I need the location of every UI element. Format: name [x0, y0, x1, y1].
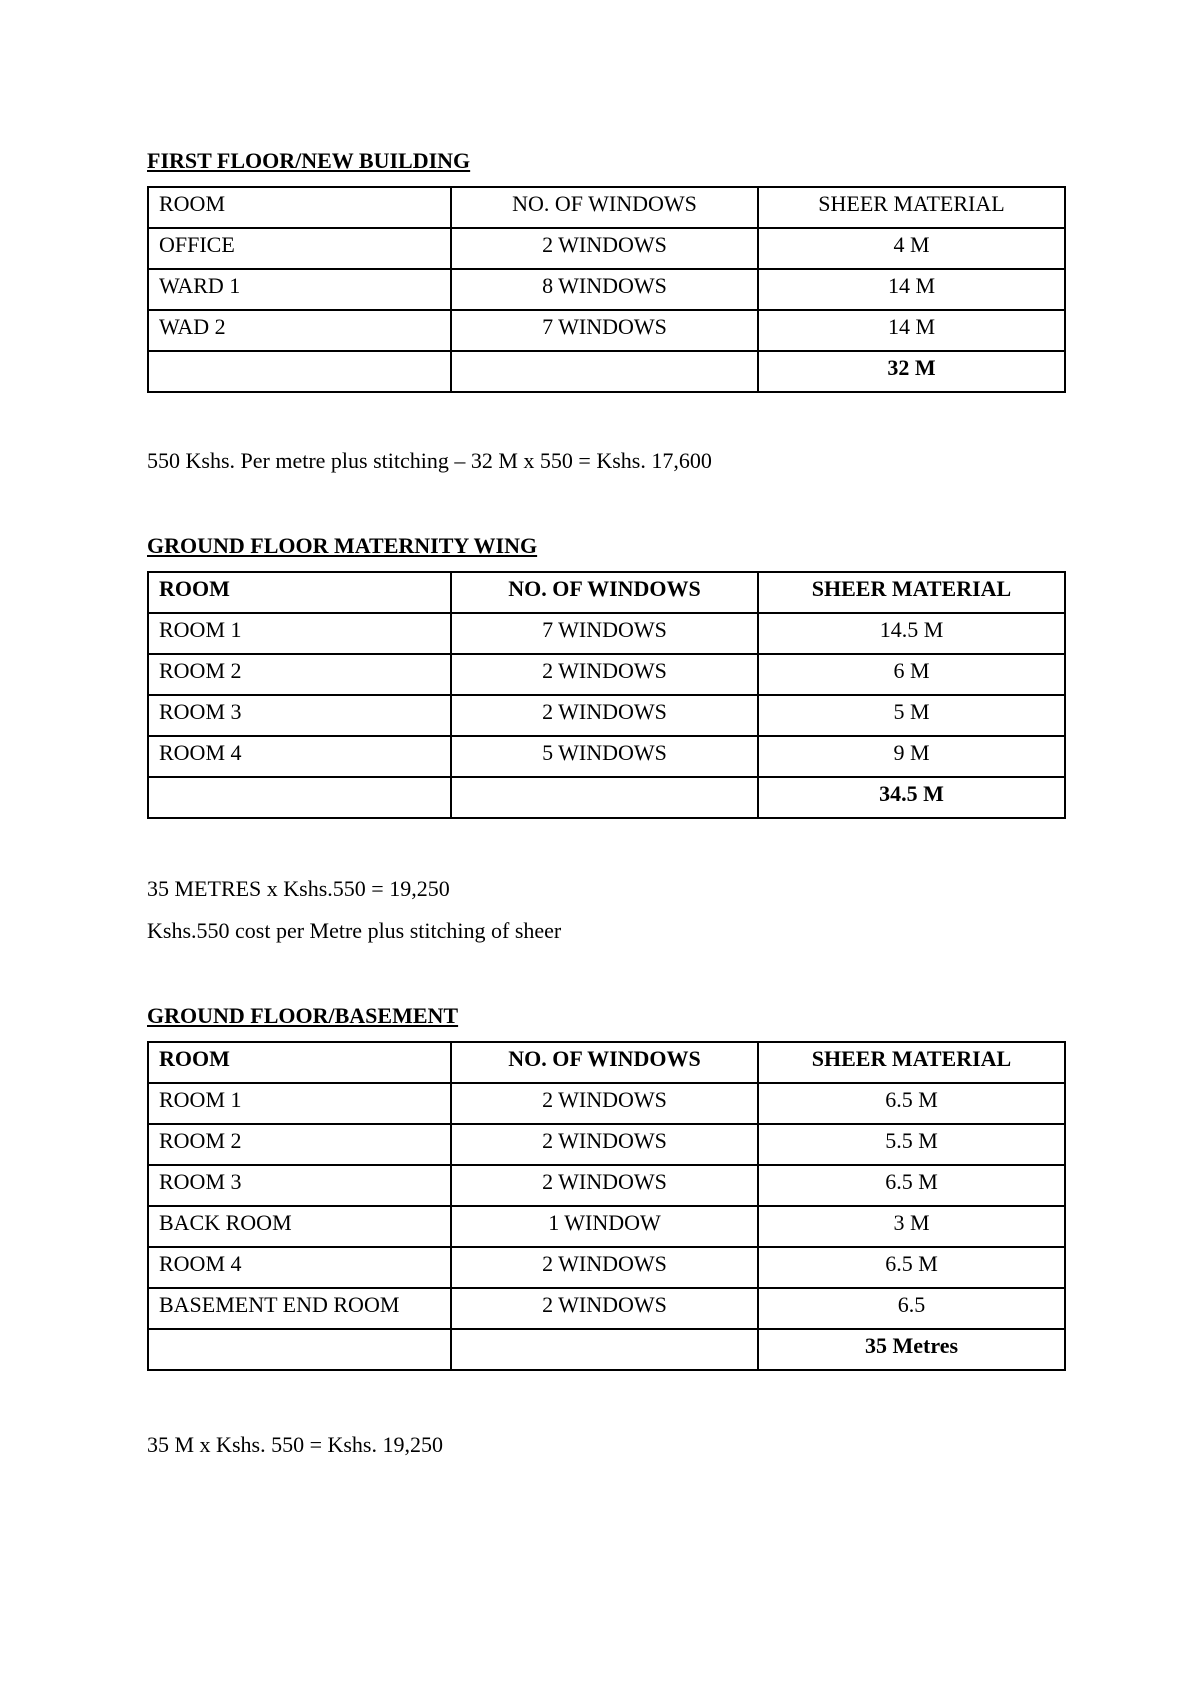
- empty-cell: [148, 351, 451, 392]
- room-cell: ROOM 1: [148, 613, 451, 654]
- room-cell: WAD 2: [148, 310, 451, 351]
- room-cell: ROOM 4: [148, 1247, 451, 1288]
- room-cell: ROOM 2: [148, 654, 451, 695]
- header-room: ROOM: [148, 187, 451, 228]
- cost-note: Kshs.550 cost per Metre plus stitching of sheer: [147, 918, 562, 943]
- cost-note: 35 METRES x Kshs.550 = 19,250: [147, 876, 450, 901]
- table-row: [148, 228, 1065, 269]
- first-floor-table: [147, 186, 1066, 393]
- header-windows: NO. OF WINDOWS: [451, 187, 758, 228]
- windows-cell: 8 WINDOWS: [451, 269, 758, 310]
- windows-cell: 1 WINDOW: [451, 1206, 758, 1247]
- cost-note: 550 Kshs. Per metre plus stitching – 32 M x 550 = Kshs. 17,600: [147, 448, 712, 473]
- header-windows: NO. OF WINDOWS: [451, 572, 758, 613]
- windows-cell: 7 WINDOWS: [451, 613, 758, 654]
- table-row: [148, 1124, 1065, 1165]
- sheer-cell: 14 M: [758, 310, 1065, 351]
- windows-cell: 2 WINDOWS: [451, 1165, 758, 1206]
- total-cell: 34.5 M: [758, 777, 1065, 818]
- total-cell: 35 Metres: [758, 1329, 1065, 1370]
- sheer-cell: 14 M: [758, 269, 1065, 310]
- windows-cell: 2 WINDOWS: [451, 1247, 758, 1288]
- room-cell: BASEMENT END ROOM: [148, 1288, 451, 1329]
- table-row: [148, 613, 1065, 654]
- room-cell: ROOM 3: [148, 1165, 451, 1206]
- windows-cell: 5 WINDOWS: [451, 736, 758, 777]
- cost-note: 35 M x Kshs. 550 = Kshs. 19,250: [147, 1432, 443, 1457]
- section-heading-maternity-wing: GROUND FLOOR MATERNITY WING: [147, 533, 538, 558]
- sheer-cell: 4 M: [758, 228, 1065, 269]
- room-cell: OFFICE: [148, 228, 451, 269]
- sheer-cell: 3 M: [758, 1206, 1065, 1247]
- table-row: [148, 695, 1065, 736]
- sheer-cell: 9 M: [758, 736, 1065, 777]
- header-sheer: SHEER MATERIAL: [758, 572, 1065, 613]
- sheer-cell: 5.5 M: [758, 1124, 1065, 1165]
- sheer-cell: 6.5 M: [758, 1247, 1065, 1288]
- header-room: ROOM: [148, 572, 451, 613]
- windows-cell: 2 WINDOWS: [451, 1083, 758, 1124]
- room-cell: WARD 1: [148, 269, 451, 310]
- sheer-cell: 6.5 M: [758, 1083, 1065, 1124]
- section-heading-basement: GROUND FLOOR/BASEMENT: [147, 1003, 459, 1028]
- empty-cell: [148, 1329, 451, 1370]
- sheer-cell: 6.5 M: [758, 1165, 1065, 1206]
- room-cell: ROOM 1: [148, 1083, 451, 1124]
- sheer-cell: 5 M: [758, 695, 1065, 736]
- empty-cell: [451, 777, 758, 818]
- table-header-row: [148, 187, 1065, 228]
- room-cell: BACK ROOM: [148, 1206, 451, 1247]
- basement-table: [147, 1041, 1066, 1371]
- room-cell: ROOM 2: [148, 1124, 451, 1165]
- table-row: [148, 310, 1065, 351]
- windows-cell: 7 WINDOWS: [451, 310, 758, 351]
- windows-cell: 2 WINDOWS: [451, 228, 758, 269]
- table-row: [148, 1165, 1065, 1206]
- table-row: [148, 1083, 1065, 1124]
- table-row: [148, 1247, 1065, 1288]
- section-heading-first-floor: FIRST FLOOR/NEW BUILDING: [147, 148, 471, 173]
- header-sheer: SHEER MATERIAL: [758, 1042, 1065, 1083]
- empty-cell: [148, 777, 451, 818]
- room-cell: ROOM 4: [148, 736, 451, 777]
- total-row: [148, 351, 1065, 392]
- windows-cell: 2 WINDOWS: [451, 1124, 758, 1165]
- windows-cell: 2 WINDOWS: [451, 654, 758, 695]
- table-row: [148, 736, 1065, 777]
- table-header-row: [148, 572, 1065, 613]
- empty-cell: [451, 1329, 758, 1370]
- table-header-row: [148, 1042, 1065, 1083]
- total-row: [148, 1329, 1065, 1370]
- sheer-cell: 6 M: [758, 654, 1065, 695]
- sheer-cell: 6.5: [758, 1288, 1065, 1329]
- empty-cell: [451, 351, 758, 392]
- header-sheer: SHEER MATERIAL: [758, 187, 1065, 228]
- table-row: [148, 1288, 1065, 1329]
- total-row: [148, 777, 1065, 818]
- header-room: ROOM: [148, 1042, 451, 1083]
- room-cell: ROOM 3: [148, 695, 451, 736]
- windows-cell: 2 WINDOWS: [451, 695, 758, 736]
- header-windows: NO. OF WINDOWS: [451, 1042, 758, 1083]
- table-row: [148, 654, 1065, 695]
- sheer-cell: 14.5 M: [758, 613, 1065, 654]
- total-cell: 32 M: [758, 351, 1065, 392]
- windows-cell: 2 WINDOWS: [451, 1288, 758, 1329]
- table-row: [148, 1206, 1065, 1247]
- maternity-wing-table: [147, 571, 1066, 819]
- table-row: [148, 269, 1065, 310]
